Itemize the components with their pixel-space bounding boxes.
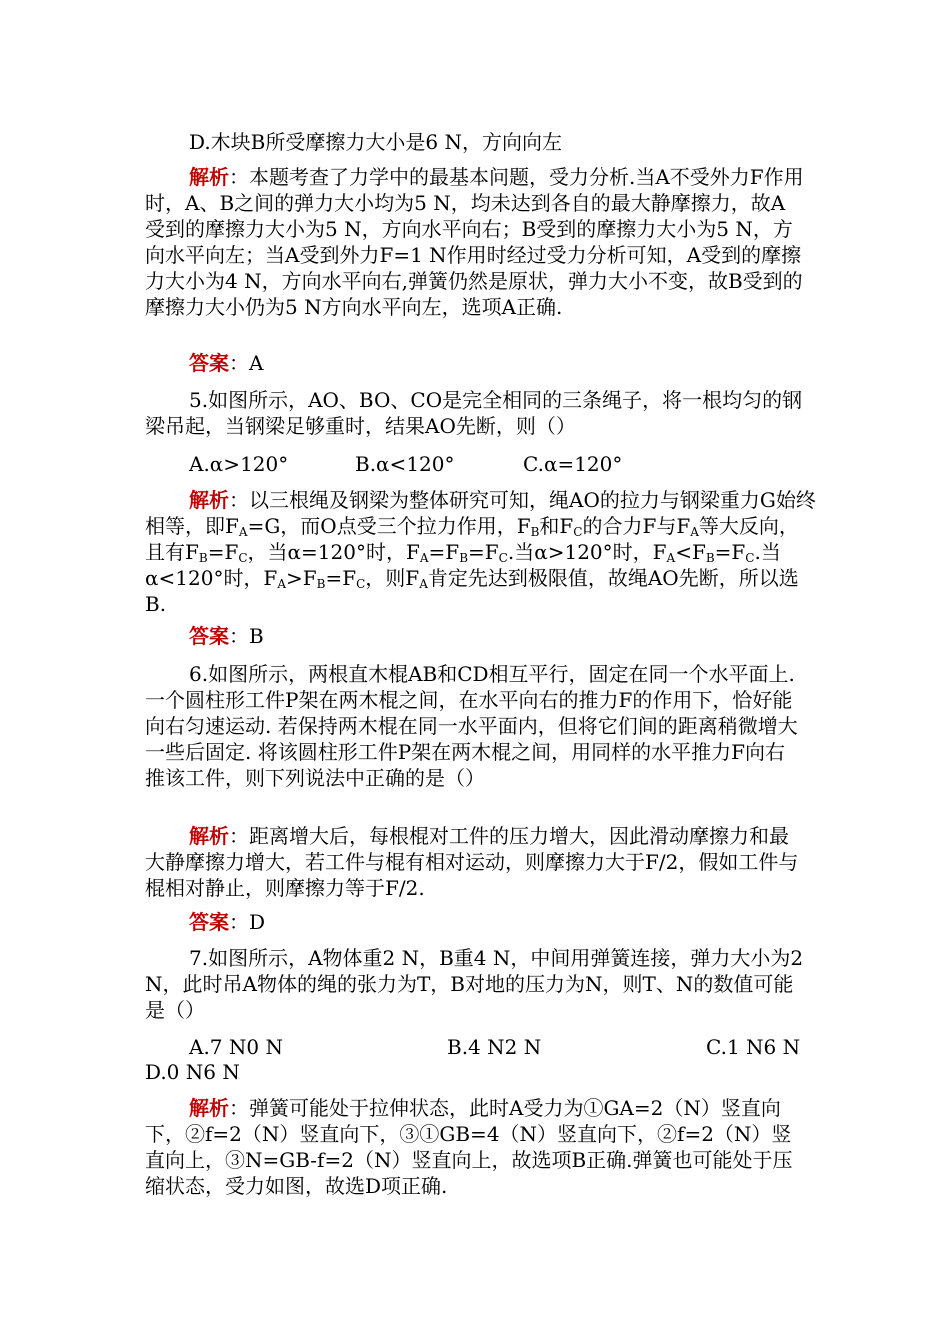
analysis-text: >F bbox=[286, 566, 317, 590]
q7-analysis bbox=[145, 1095, 805, 1199]
subscript: A bbox=[666, 551, 676, 565]
q5-analysis bbox=[145, 487, 817, 617]
q5-stem: 5.如图所示，AO、BO、CO是完全相同的三条绳子，将一根均匀的钢梁吊起，当钢梁足够重时，结果AO先断，则（） bbox=[145, 388, 803, 438]
subscript: C bbox=[356, 577, 366, 591]
subscript: A bbox=[238, 525, 248, 539]
subscript: A bbox=[419, 577, 428, 591]
answer-text: ：B bbox=[229, 624, 264, 648]
q6-stem: 6.如图所示，两根直木棍AB和CD相互平行，固定在同一个水平面上. 一个圆柱形工件P架在两木棍之间，在水平向右的推力F的作用下，恰好能向右匀速运动. 若保持两木棍在同一水平面内，但将它们间的距离稍微增大一些后固定. 将该圆柱形工件P架在两木棍之间，用同样的水平推力F向右推该工件，则下列说法中正确的是（） bbox=[145, 662, 798, 790]
subscript: A bbox=[419, 551, 429, 565]
answer-text: ：A bbox=[229, 351, 264, 375]
analysis-text: =F bbox=[468, 540, 499, 564]
q6-analysis bbox=[145, 823, 805, 901]
subscript: B bbox=[316, 577, 326, 591]
subscript: A bbox=[277, 577, 286, 591]
analysis-text: 的合力F与F bbox=[582, 514, 691, 538]
subscript: C bbox=[745, 551, 755, 565]
analysis-text: .当α>120°时，F bbox=[507, 540, 667, 564]
analysis-text: ，当α=120°时，F bbox=[247, 540, 420, 564]
q7-option-a: A.7 N0 N bbox=[189, 1035, 283, 1059]
q5-option-a: A.α>120° bbox=[189, 452, 289, 476]
q7-stem: 7.如图所示，A物体重2 N，B重4 N，中间用弹簧连接，弹力大小为2 N，此时吊A物体的绳的张力为T，B对地的压力为N，则T、N的数值可能是（） bbox=[145, 946, 804, 1022]
analysis-text: <F bbox=[675, 540, 706, 564]
subscript: B bbox=[705, 551, 715, 565]
q7-option-d: D.0 N6 N bbox=[145, 1060, 240, 1084]
answer-label: 答案 bbox=[189, 624, 229, 648]
analysis-text: ：距离增大后，每根棍对工件的压力增大，因此滑动摩擦力和最大静摩擦力增大，若工件与棍有相对运动，则摩擦力大于F/2，假如工件与棍相对静止，则摩擦力等于F/2. bbox=[145, 824, 799, 900]
answer-label: 答案 bbox=[189, 910, 229, 934]
answer-label: 答案 bbox=[189, 351, 229, 375]
q4-option-d: D.木块B所受摩擦力大小是6 N，方向向左 bbox=[189, 130, 562, 154]
analysis-text: ：本题考查了力学中的最基本问题，受力分析.当A不受外力F作用时，A、B之间的弹力大小均为5 N，均未达到各自的最大静摩擦力，故A受到的摩擦力大小为5 N，方向水平向右；B受到的摩擦力大小为5 N，方向水平向左；当A受到外力F=1 N作用时经过受力分析可知，A受到的摩擦力大小为4 N，方向水平向右,弹簧仍然是原状，弹力大小不变，故B受到的摩擦力大小仍为5 N方向水平向左，选项A正确. bbox=[145, 165, 804, 319]
q6-answer bbox=[145, 909, 805, 935]
subscript: B bbox=[198, 551, 208, 565]
analysis-text: =F bbox=[207, 540, 239, 564]
analysis-text: =G，而O点受三个拉力作用，F bbox=[247, 514, 531, 538]
subscript: C bbox=[498, 551, 508, 565]
subscript: A bbox=[690, 525, 699, 539]
q4-analysis bbox=[145, 164, 805, 320]
q5-answer bbox=[145, 623, 805, 649]
analysis-text: =F bbox=[428, 540, 460, 564]
analysis-text: 肯定先达到极限值，故绳AO先断，所以选B. bbox=[145, 566, 799, 616]
analysis-text: .当α<120°时，F bbox=[145, 540, 781, 590]
analysis-text: =F bbox=[325, 566, 357, 590]
analysis-label: 解析 bbox=[189, 824, 229, 848]
subscript: C bbox=[573, 525, 583, 539]
analysis-text: ，则F bbox=[365, 566, 420, 590]
analysis-label: 解析 bbox=[189, 488, 229, 512]
subscript: C bbox=[238, 551, 248, 565]
q7-option-b: B.4 N2 N bbox=[447, 1035, 542, 1059]
analysis-text: ：以三根绳及钢梁为整体研究可知，绳AO的拉力与钢梁重力G始终相等，即F bbox=[145, 488, 816, 538]
analysis-label: 解析 bbox=[189, 1096, 229, 1120]
analysis-text: =F bbox=[714, 540, 746, 564]
subscript: B bbox=[459, 551, 469, 565]
analysis-text: 和F bbox=[539, 514, 574, 538]
analysis-text: 等大反向，且有F bbox=[145, 514, 799, 564]
analysis-label: 解析 bbox=[189, 165, 229, 189]
q5-option-c: C.α=120° bbox=[523, 452, 623, 476]
q7-option-c: C.1 N6 N bbox=[706, 1035, 801, 1059]
q4-answer bbox=[145, 350, 805, 376]
q5-option-b: B.α<120° bbox=[355, 452, 455, 476]
answer-text: ：D bbox=[229, 910, 266, 934]
subscript: B bbox=[530, 525, 540, 539]
analysis-text: ：弹簧可能处于拉伸状态，此时A受力为①GA=2（N）竖直向下，②f=2（N）竖直向下，③①GB=4（N）竖直向下，②f=2（N）竖直向上，③N=GB-f=2（N）竖直向上，故选项B正确.弹簧也可能处于压缩状态，受力如图，故选D项正确. bbox=[145, 1096, 793, 1198]
